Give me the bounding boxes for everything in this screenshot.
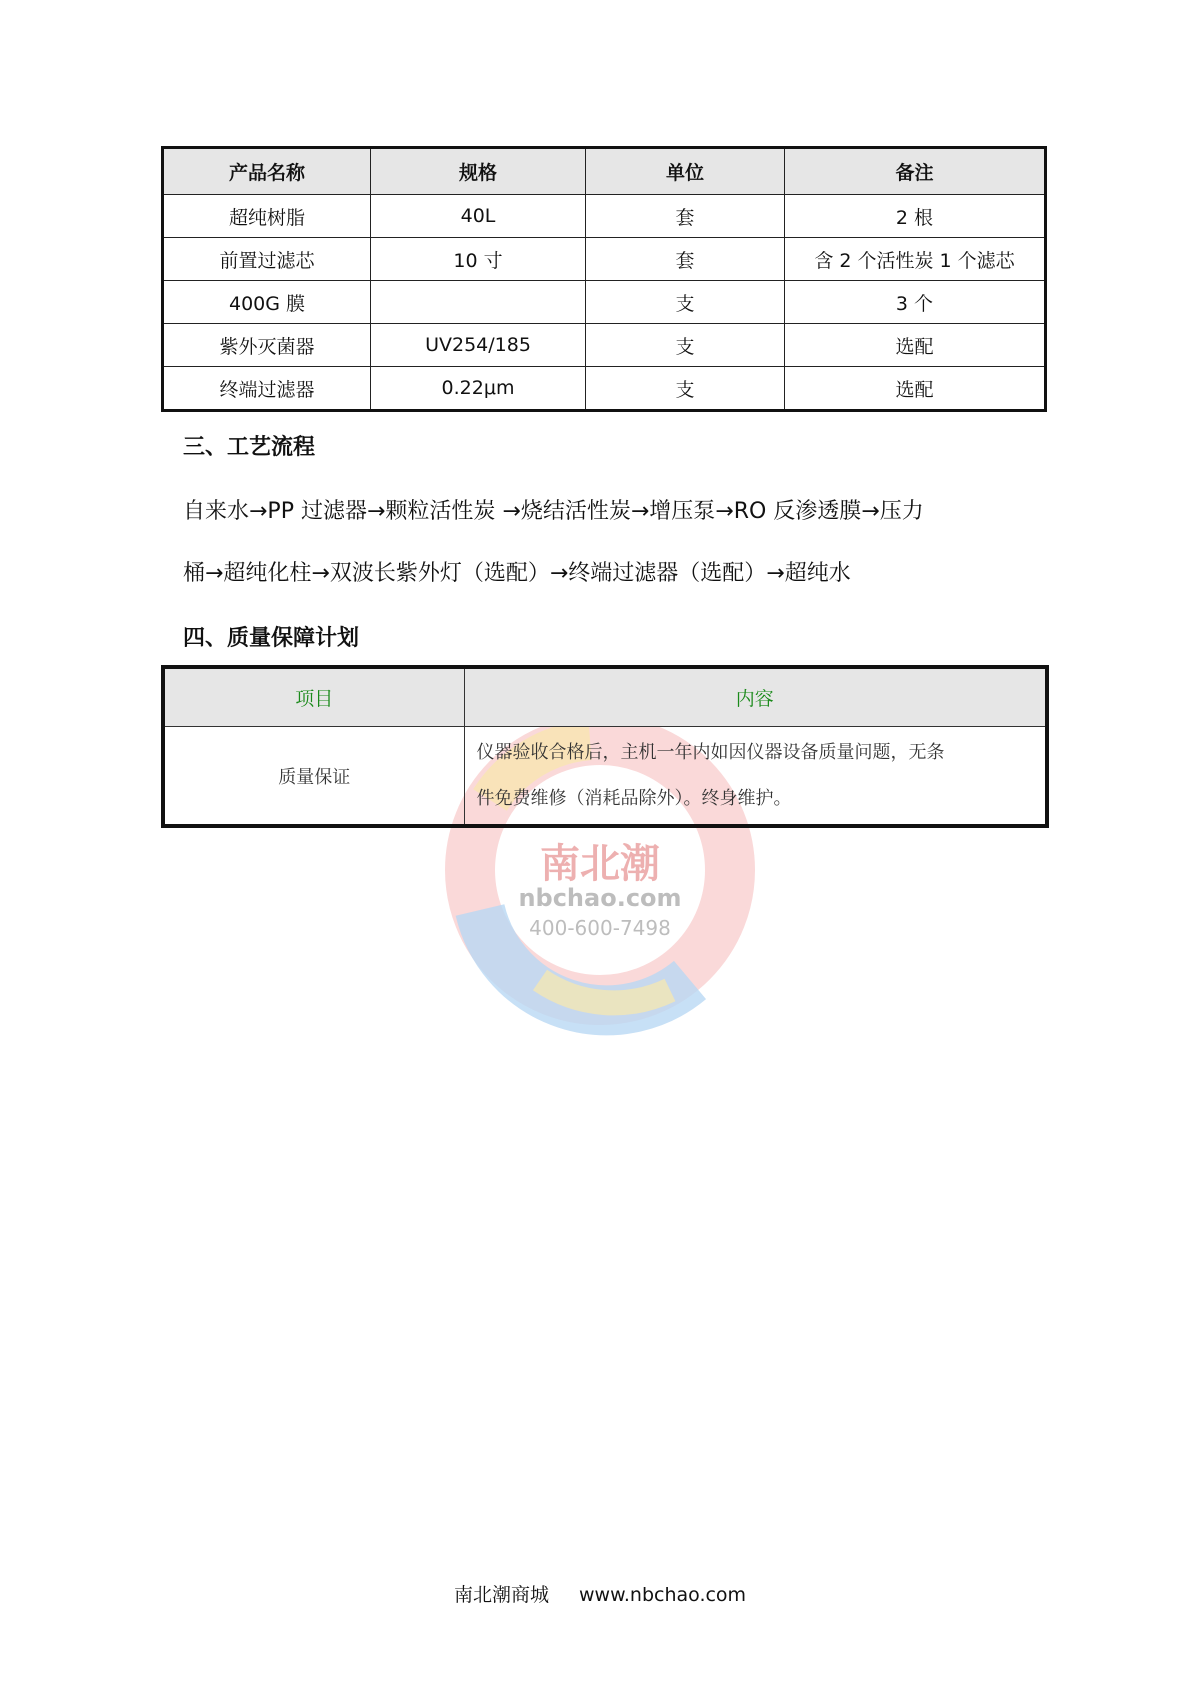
cell: 10 寸 [371,238,586,281]
quality-table [161,665,1049,828]
cell: 套 [586,238,785,281]
cell-content [464,727,1047,827]
table-header-row [163,667,1047,727]
table-row [163,367,1046,411]
cell: 套 [586,195,785,238]
header-cell: 单位 [586,148,785,195]
footer-url[interactable]: www.nbchao.com [579,1584,747,1606]
process-line-1: 自来水→PP 过滤器→颗粒活性炭 →烧结活性炭→增压泵→RO 反渗透膜→压力 [183,499,924,524]
cell: UV254/185 [371,324,586,367]
cell: 选配 [785,324,1046,367]
cell: 2 根 [785,195,1046,238]
cell: 终端过滤器 [163,367,371,411]
cell-item: 质量保证 [163,727,464,827]
cell: 支 [586,367,785,411]
header-cell: 产品名称 [163,148,371,195]
cell: 支 [586,281,785,324]
table-row [163,238,1046,281]
table-row [163,195,1046,238]
header-cell: 备注 [785,148,1046,195]
cell: 选配 [785,367,1046,411]
product-table [161,146,1047,412]
table-row [163,727,1047,827]
header-cell: 项目 [163,667,464,727]
watermark-phone: 400-600-7498 [529,916,671,940]
content-line: 件免费维修（消耗品除外）。终身维护。 [476,787,792,809]
cell: 紫外灭菌器 [163,324,371,367]
header-cell: 内容 [464,667,1047,727]
header-cell: 规格 [371,148,586,195]
watermark-domain: nbchao.com [518,884,682,912]
cell: 前置过滤芯 [163,238,371,281]
table-row [163,324,1046,367]
cell: 0.22μm [371,367,586,411]
watermark-brand: 南北潮 [540,841,660,887]
cell: 超纯树脂 [163,195,371,238]
cell [371,281,586,324]
cell: 支 [586,324,785,367]
cell: 含 2 个活性炭 1 个滤芯 [785,238,1046,281]
cell: 40L [371,195,586,238]
section-heading-quality: 四、质量保障计划 [183,626,360,651]
page-footer [0,1580,1200,1607]
process-line-2: 桶→超纯化柱→双波长紫外灯（选配）→终端过滤器（选配）→超纯水 [183,561,851,586]
table-row [163,281,1046,324]
cell: 3 个 [785,281,1046,324]
table-header-row [163,148,1046,195]
footer-shop: 南北潮商城 [453,1584,549,1606]
cell: 400G 膜 [163,281,371,324]
content-line: 仪器验收合格后，主机一年内如因仪器设备质量问题，无条 [476,741,945,763]
section-heading-process: 三、工艺流程 [183,435,316,460]
